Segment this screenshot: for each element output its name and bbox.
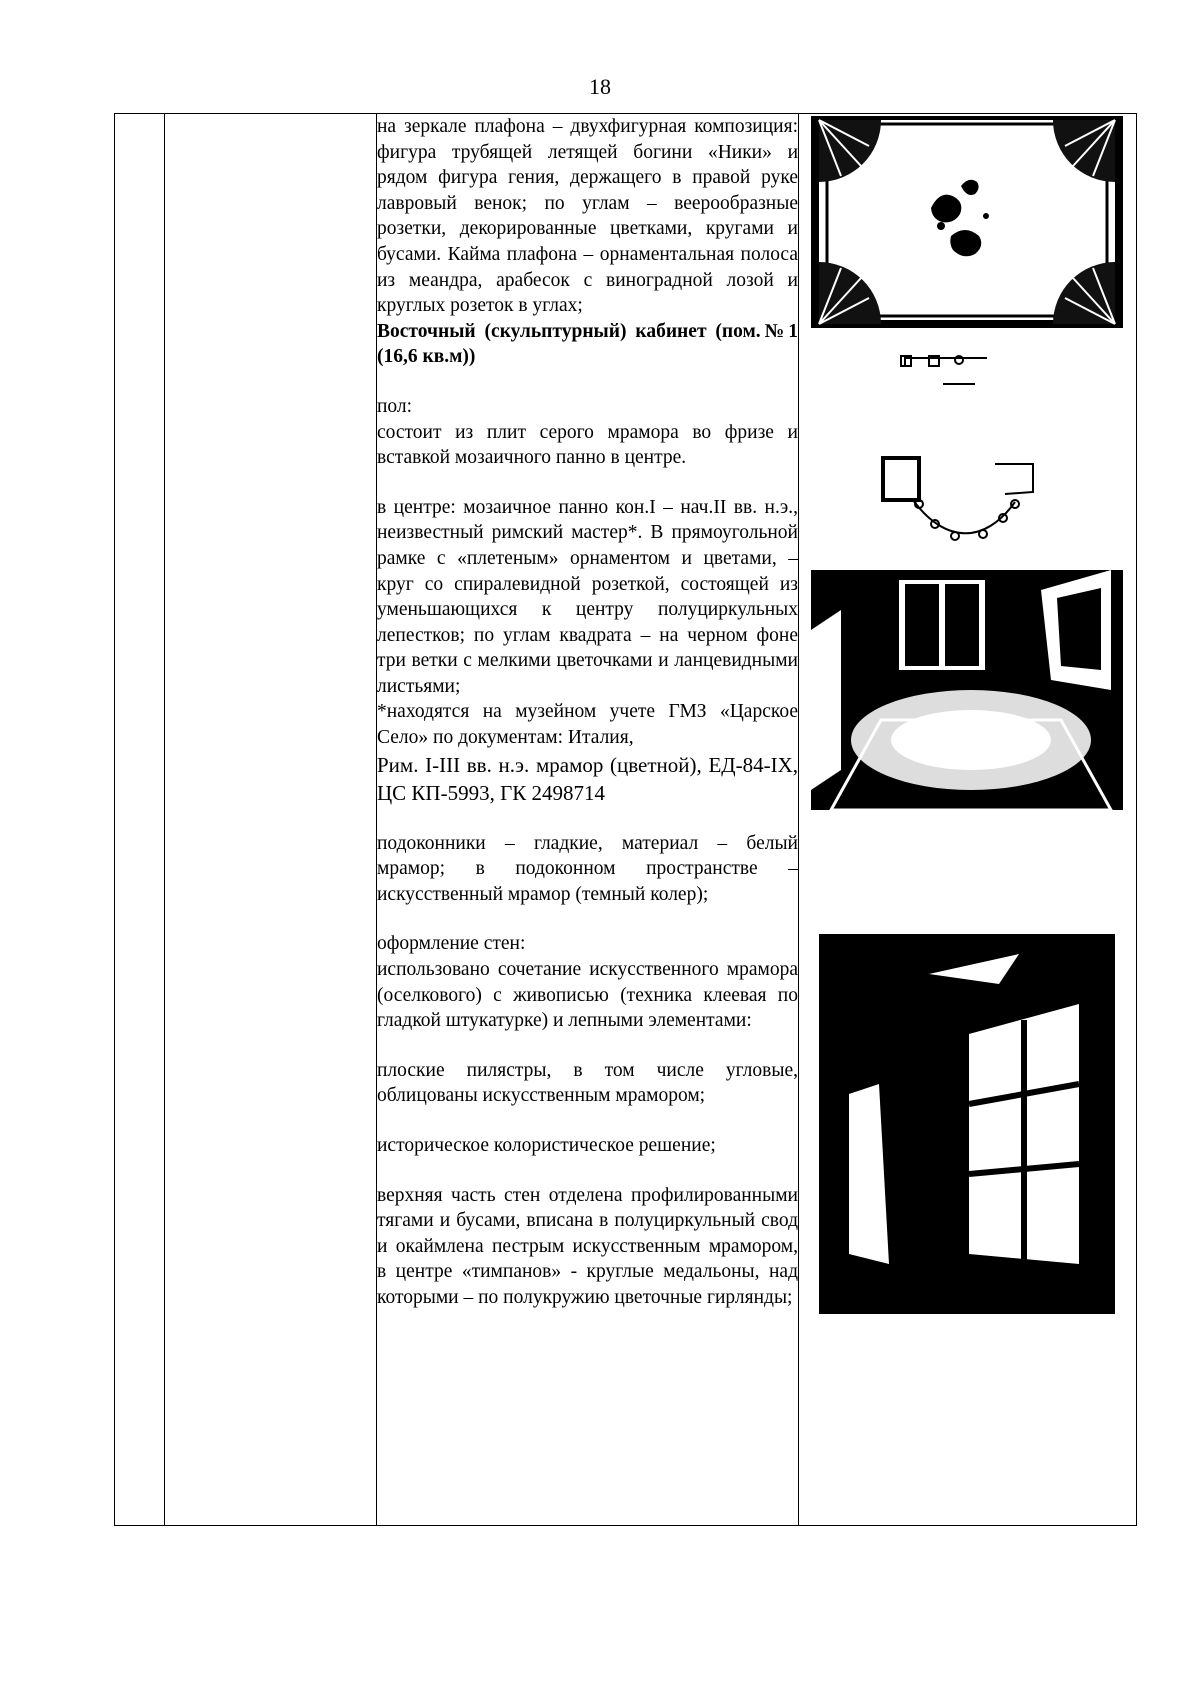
walls-text: использовано сочетание искусственного мрамора (оселкового) с живописью (техника клеевая по гладкой штукатурке) и лепными элементами: — [377, 959, 798, 1032]
museum-note: *находятся на музейном учете ГМЗ «Царское Село» по документам: Италия, — [377, 701, 798, 749]
document-table — [114, 113, 1137, 1526]
ceiling-text: на зеркале плафона – двухфигурная композиция: фигура трубящей летящей богини «Ники» и рядом фигура гения, держащего в правой руке лавровый венок; по углам – веерообразные розетки, декорированные цветками, кругами и бусами. Кайма плафона – орнаментальная полоса из меандра, арабесок с виноградной лозой и круглых розеток в углах; — [377, 116, 798, 317]
description-cell — [377, 114, 799, 1526]
upper-walls-text: верхняя часть стен отделена профилированными тягами и бусами, вписана в полуциркульный свод и окаймлена пестрым искусственным мрамором, в центре «тимпанов» - круглые медальоны, над которыми – по полукружию цветочные гирлянды; — [377, 1184, 798, 1308]
room-heading: Восточный (скульптурный) кабинет (пом.№1 (16,6 кв.м)) — [377, 320, 798, 368]
mosaic-floor-photo — [811, 570, 1123, 810]
page-number: 18 — [589, 74, 611, 99]
mosaic-text: в центре: мозаичное панно кон.I – нач.II вв. н.э., неизвестный римский мастер*. В прямоугольной рамке с «плетеным» орнаментом и цветами, – круг со спиралевидной розеткой, состоящей из уменьшающихся к центру полуциркульных лепестков; по углам квадрата – на черном фоне три ветки с мелкими цветочками и ланцевидными листьями; — [377, 496, 798, 697]
ceiling-photo — [811, 116, 1123, 328]
sill-text: подоконники – гладкие, материал – белый мрамор; в подоконном пространстве – искусственный мрамор (темный колер); — [377, 832, 798, 905]
floor-text: состоит из плит серого мрамора во фризе и вставкой мозаичного панно в центре. — [377, 421, 798, 469]
images-cell — [799, 114, 1137, 1526]
walls-label: оформление стен: — [377, 933, 526, 955]
color-text: историческое колористическое решение; — [377, 1135, 716, 1156]
window-photo — [819, 934, 1115, 1344]
name-cell — [165, 114, 377, 1526]
floor-label: пол: — [377, 395, 413, 417]
index-cell — [115, 114, 165, 1526]
floor-plan-sketch — [875, 354, 1055, 564]
museum-note-cont: Рим. I-III вв. н.э. мрамор (цветной), ЕД-84-IX, ЦС КП-5993, ГК 2498714 — [377, 752, 798, 805]
pilasters-text: плоские пилястры, в том числе угловые, облицованы искусственным мрамором; — [377, 1059, 798, 1107]
